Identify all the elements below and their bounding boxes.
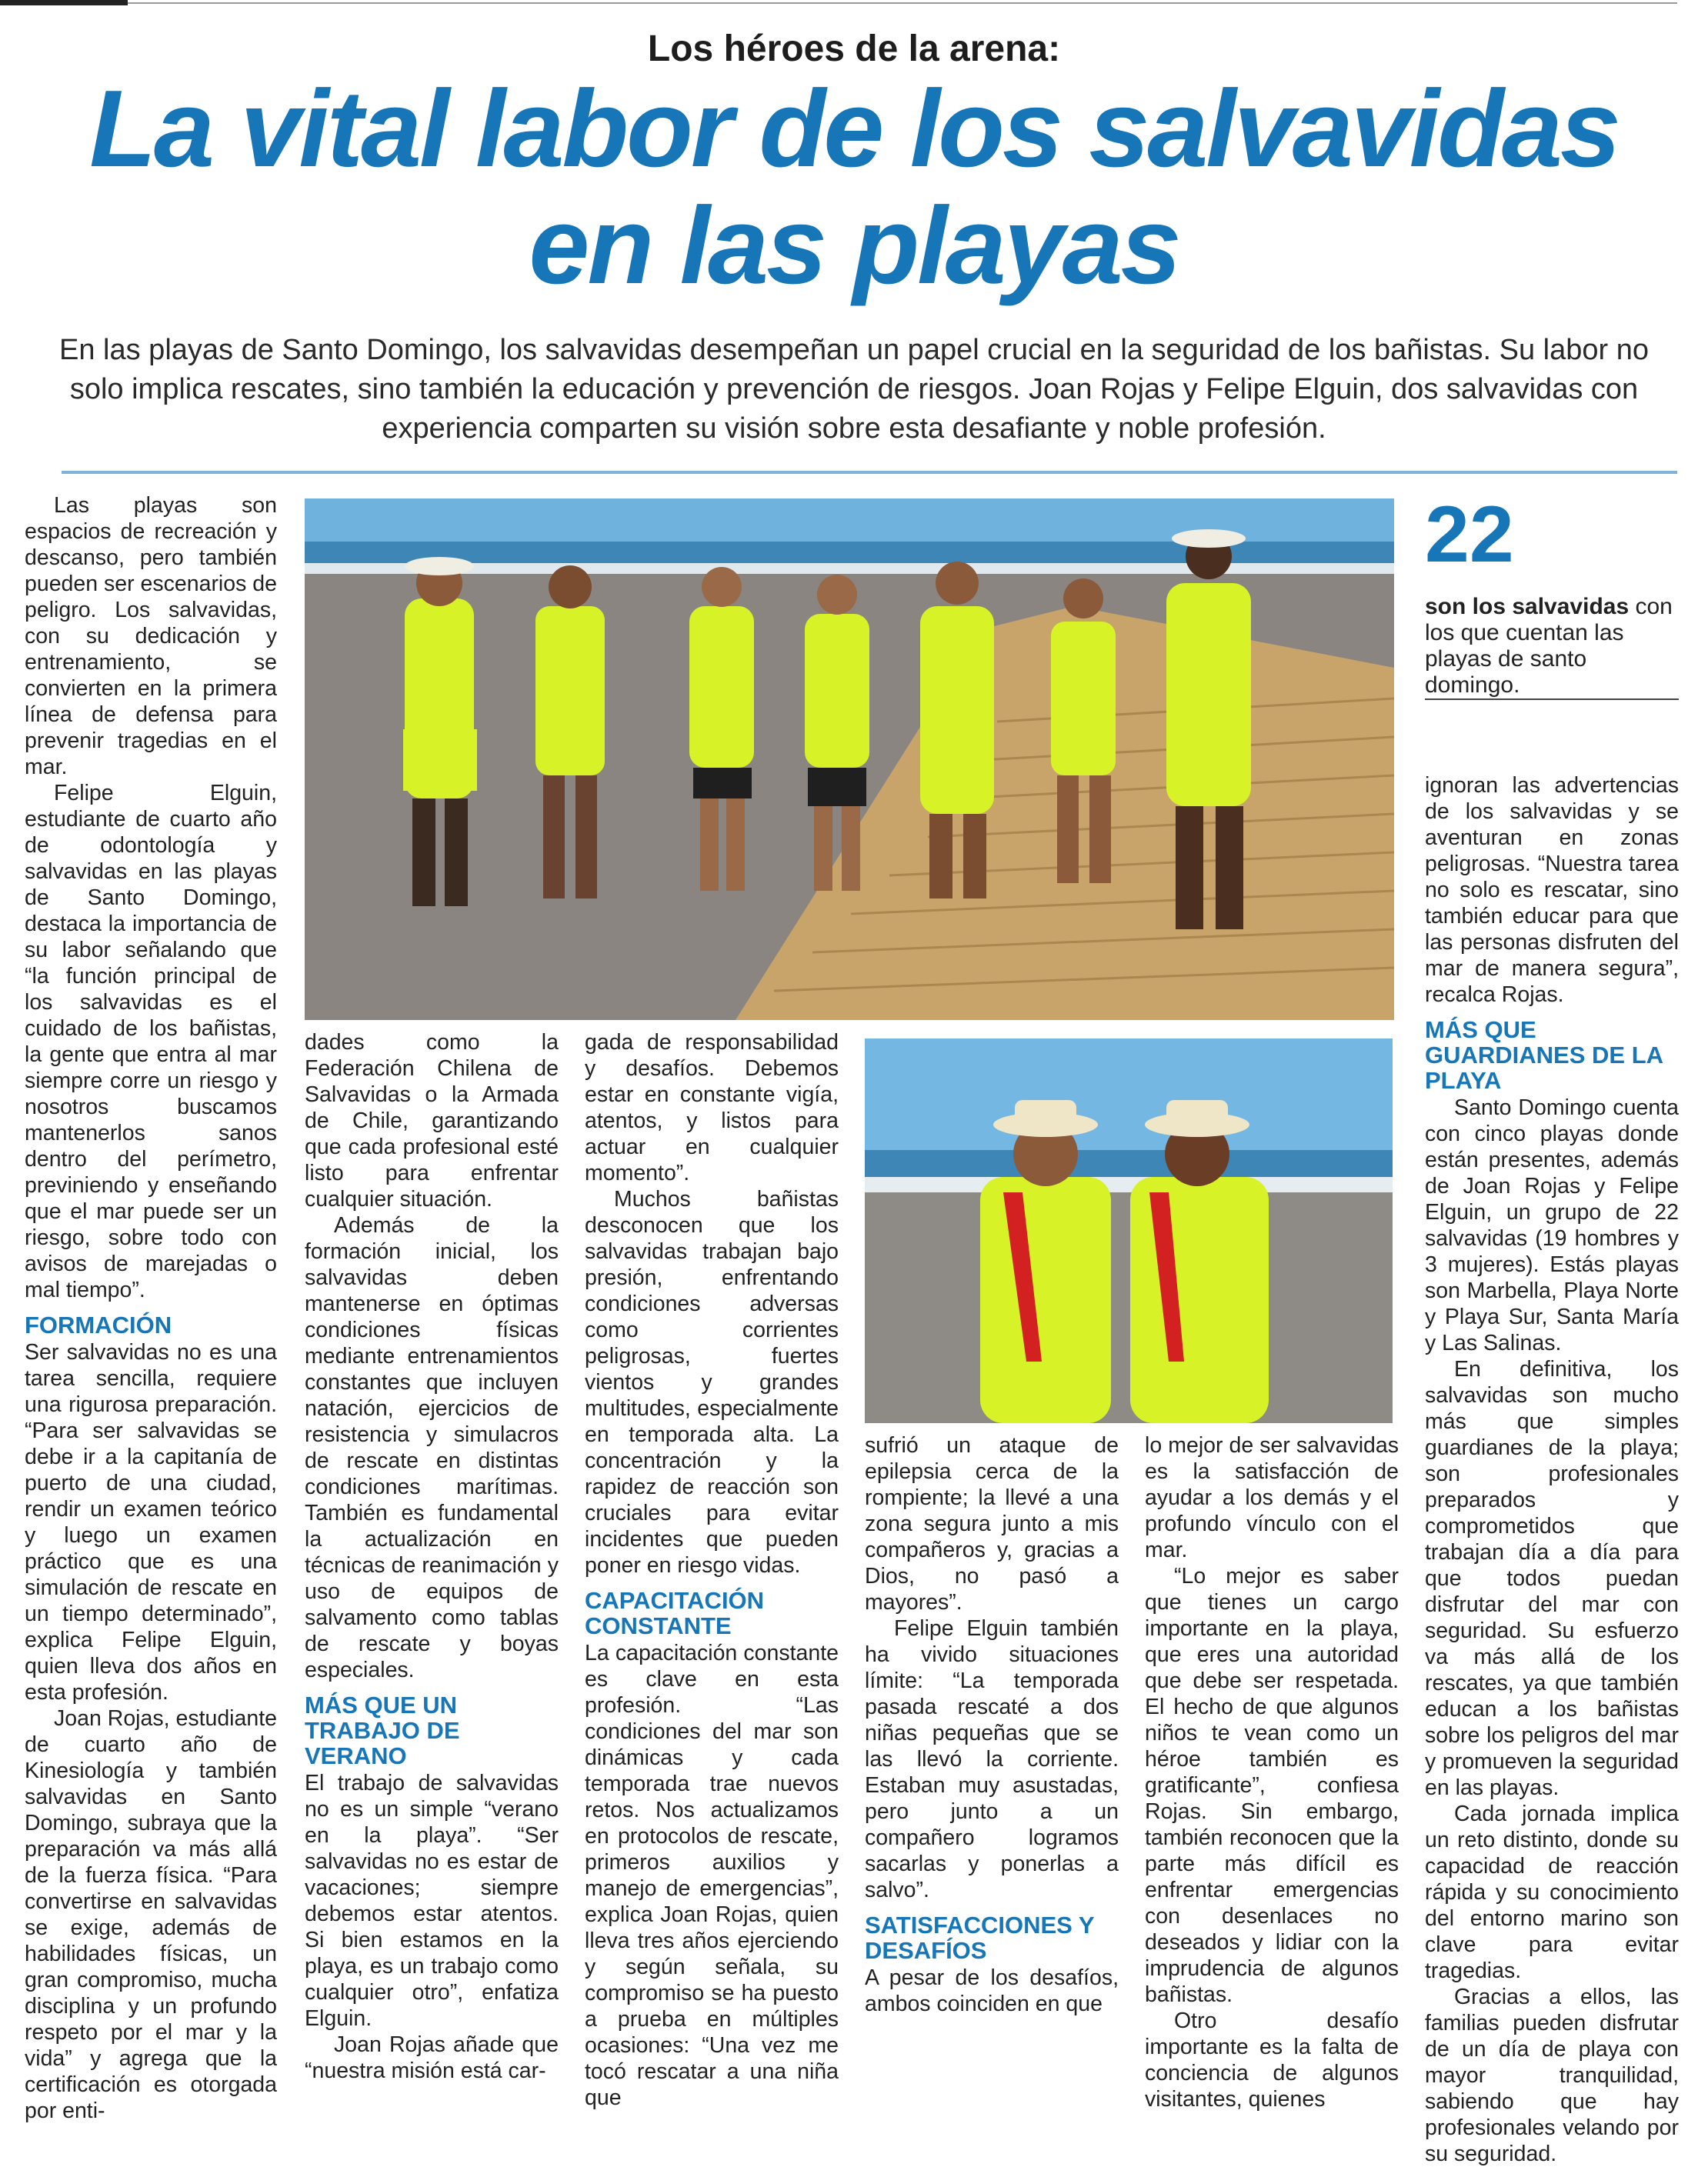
- paragraph: Gracias a ellos, las familias pueden disfrutar de un día de playa con mayor tranquilidad, sabiendo que hay profesionales velando por su seguridad.: [1425, 1985, 1679, 2166]
- top-rule-accent: [0, 0, 128, 5]
- top-rule: [0, 2, 1677, 4]
- paragraph: Felipe Elguin, estudiante de cuarto año de odontología y salvavidas en las playas de Santo Domingo, destaca la importancia de su labor señalando que “la función principal de los salvavidas es el cuidado de los bañistas, la gente que entra al mar siempre corre un riesgo y nosotros buscamos mantenerlos sanos dentro del perímetro, previniendo y enseñando que el mar puede ser un riesgo, sobre todo con avisos de marejadas o mal tiempo”.: [25, 781, 277, 1302]
- paragraph: ignoran las advertencias de los salvavidas y se aventuran en zonas peligrosas. “Nuestra tarea no solo es rescatar, sino también educar para que las personas disfruten del mar de manera segura”, recalca Rojas.: [1425, 773, 1679, 1007]
- kicker: Los héroes de la arena:: [647, 28, 1061, 69]
- paragraph: dades como la Federación Chilena de Salvavidas o la Armada de Chile, garantizando que cada profesional esté listo para enfrentar cualquier situación.: [305, 1030, 559, 1212]
- paragraph: Felipe Elguin también ha vivido situaciones límite: “La temporada pasada rescaté a dos niñas pequeñas que se las llevó la corriente. Estaban muy asustadas, pero junto a un compañero logramos sacarlas y ponerlas a salvo”.: [865, 1616, 1119, 1902]
- paragraph: Joan Rojas, estudiante de cuarto año de Kinesiología y también salvavidas en Santo Domingo, subraya que la preparación va más allá de la fuerza física. “Para convertirse en salvavidas se exige, además de habilidades físicas, un gran compromiso, mucha disciplina y un profundo respeto por el mar y la vida” y agrega que la certificación es otorgada por enti-: [25, 1706, 277, 2123]
- stat-caption-bold: son los salvavidas: [1425, 594, 1630, 619]
- headline-line-1: La vital labor de los salvavidas: [89, 68, 1619, 190]
- paragraph: La capacitación constante es clave en esta profesión. “Las condiciones del mar son dinámicas y cada temporada trae nuevos retos. Nos actualizamos en protocolos de rescate, primeros auxilios y manejo de emergencias”, explica Joan Rojas, quien lleva tres años ejerciendo y según señala, su compromiso se ha puesto a prueba en múltiples ocasiones: “Una vez me tocó rescatar a una niña que: [585, 1641, 839, 2110]
- stat-number: 22: [1425, 490, 1514, 579]
- paragraph: Joan Rojas añade que “nuestra misión está car-: [305, 2032, 559, 2083]
- subheading-satisfacciones: SATISFACCIONES Y DESAFÍOS: [865, 1912, 1095, 1964]
- column-1: [25, 492, 277, 2124]
- column-5: [1145, 1432, 1399, 2112]
- paragraph: Muchos bañistas desconocen que los salvavidas trabajan bajo presión, enfrentando condiciones adversas como corrientes peligrosas, fuertes vientos y grandes multitudes, especialmente en temporada alta. La concentración y la rapidez de reacción son cruciales para evitar incidentes que pueden poner en riesgo vidas.: [585, 1187, 839, 1578]
- photo-two-lifeguards: [865, 1038, 1393, 1423]
- paragraph: Cada jornada implica un reto distinto, donde su capacidad de reacción rápida y su conocimiento del entorno marino son clave para evitar tragedias.: [1425, 1802, 1679, 1983]
- stat-caption-rest: con los que cuentan las playas de santo domingo.: [1425, 594, 1673, 698]
- group-photo-illustration: [305, 498, 1394, 1020]
- column-4: [865, 1432, 1119, 2017]
- subheading-capacitacion: CAPACITACIÓN CONSTANTE: [585, 1587, 765, 1639]
- paragraph: En definitiva, los salvavidas son mucho más que simples guardianes de la playa; son profesionales preparados y comprometidos que trabajan día a día para que todos puedan disfrutar del mar con seguridad. Su esfuerzo va más allá de los rescates, ya que también educan a los bañistas sobre los peligros del mar y promueven la seguridad en las playas.: [1425, 1357, 1679, 1800]
- stat-divider: [1425, 698, 1679, 700]
- paragraph: sufrió un ataque de epilepsia cerca de la rompiente; la llevé a una zona segura junto a mis compañeros y, gracias a Dios, no pasó a mayores”.: [865, 1433, 1119, 1615]
- two-lifeguards-illustration: [865, 1038, 1393, 1423]
- column-6: [1425, 772, 1679, 2167]
- paragraph: Otro desafío importante es la falta de conciencia de algunos visitantes, quienes: [1145, 2009, 1399, 2112]
- section-divider: [62, 471, 1677, 474]
- paragraph: A pesar de los desafíos, ambos coinciden en que: [865, 1965, 1119, 2016]
- group-photo-lifeguards: [305, 498, 1394, 1020]
- paragraph: “Lo mejor es saber que tienes un cargo importante en la playa, que eres una autoridad que debe ser respetada. El hecho de que algunos niños te vean como un héroe también es gratificante”, confiesa Rojas. Sin embargo, también reconocen que la parte más difícil es enfrentar emergencias con desenlaces no deseados y lidiar con la imprudencia de algunos bañistas.: [1145, 1564, 1399, 2007]
- headline: [0, 68, 1708, 307]
- paragraph: Ser salvavidas no es una tarea sencilla, requiere una rigurosa preparación. “Para ser salvavidas se debe ir a la capitanía de puerto de una ciudad, rendir un examen teórico y luego un examen práctico que es una simulación de rescate en un tiempo determinado”, explica Felipe Elguin, quien lleva dos años en esta profesión.: [25, 1340, 277, 1705]
- column-3: [585, 1029, 839, 2111]
- subheading-guardianes: MÁS QUE GUARDIANES DE LA PLAYA: [1425, 1016, 1663, 1094]
- subheading-formacion: FORMACIÓN: [25, 1312, 172, 1339]
- headline-line-2: en las playas: [529, 185, 1179, 307]
- stat-caption: [1425, 594, 1686, 698]
- paragraph: Santo Domingo cuenta con cinco playas donde están presentes, además de Joan Rojas y Felipe Elguin, un grupo de 22 salvavidas (19 hombres y 3 mujeres). Estás playas son Marbella, Playa Norte y Playa Sur, Santa María y Las Salinas.: [1425, 1095, 1679, 1355]
- paragraph: Además de la formación inicial, los salvavidas deben mantenerse en óptimas condiciones físicas mediante entrenamientos constantes que incluyen natación, ejercicios de resistencia y simulacros de rescate en distintas condiciones marítimas. También es fundamental la actualización en técnicas de reanimación y uso de equipos de salvamento como tablas de rescate y boyas especiales.: [305, 1213, 559, 1682]
- paragraph: El trabajo de salvavidas no es un simple “verano en la playa”. “Ser salvavidas no es estar de vacaciones; siempre debemos estar atentos. Si bien estamos en la playa, es un trabajo como cualquier otro”, enfatiza Elguin.: [305, 1771, 559, 2031]
- subheading-mas-que-un-trabajo: MÁS QUE UN TRABAJO DE VERANO: [305, 1692, 460, 1769]
- paragraph: gada de responsabilidad y desafíos. Debemos estar en constante vigía, atentos, y listos para actuar en cualquier momento”.: [585, 1030, 839, 1185]
- column-2: [305, 1029, 559, 2084]
- paragraph: lo mejor de ser salvavidas es la satisfacción de ayudar a los demás y el profundo vínculo con el mar.: [1145, 1433, 1399, 1562]
- lead-paragraph: En las playas de Santo Domingo, los salvavidas desempeñan un papel crucial en la seguridad de los bañistas. Su labor no solo implica rescates, sino también la educación y prevención de riesgos. Joan Rojas y Felipe Elguin, dos salvavidas con experiencia comparten su visión sobre esta desafiante y noble profesión.: [59, 334, 1649, 445]
- paragraph: Las playas son espacios de recreación y descanso, pero también pueden ser escenarios de peligro. Los salvavidas, con su dedicación y entrenamiento, se convierten en la primera línea de defensa para prevenir tragedias en el mar.: [25, 493, 277, 779]
